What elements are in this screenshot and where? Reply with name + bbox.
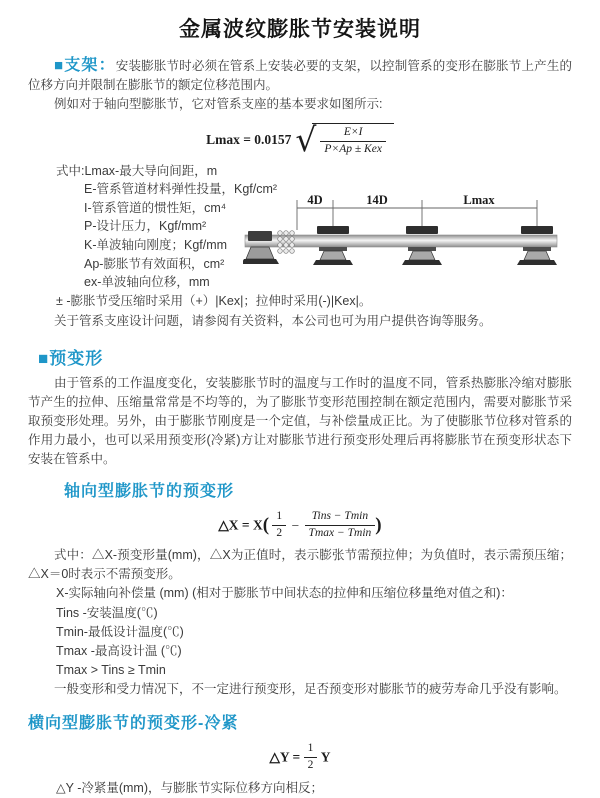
sqrt-radical bbox=[295, 120, 394, 160]
dimension-lines bbox=[297, 200, 537, 230]
sqrt-sign-icon: √ bbox=[295, 120, 317, 160]
predeform-section-heading bbox=[38, 344, 600, 369]
lateral-formula-rhs: Y bbox=[320, 749, 331, 765]
temperature-definition: Tins -安装温度(℃) bbox=[56, 605, 158, 620]
fraction-denominator: 2 bbox=[276, 527, 283, 540]
sqrt-body bbox=[312, 123, 394, 157]
dim-label-14d: 14D bbox=[366, 193, 388, 207]
variable-definition: 式中:Lmax-最大导向间距，m bbox=[56, 163, 218, 178]
fraction-denominator: Tmax − Tmin bbox=[308, 527, 372, 540]
support-intro-paragraph bbox=[28, 56, 572, 95]
lmax-formula-lhs: Lmax = 0.0157 bbox=[206, 131, 292, 147]
axial-formula-lhs: △X = X bbox=[218, 517, 263, 533]
fraction-denominator: P×Ap ± Kex bbox=[324, 142, 382, 155]
half-fraction bbox=[272, 510, 286, 541]
lmax-fraction bbox=[320, 126, 386, 157]
open-paren: ( bbox=[262, 514, 270, 536]
temperature-inequality: Tmax > Tins ≥ Tmin bbox=[56, 662, 166, 677]
support-note-paragraph: 关于管系支座设计问题，请参阅有关资料，本公司也可为用户提供咨询等服务。 bbox=[54, 314, 492, 329]
lateral-subsection-heading: 横向型膨胀节的预变形-冷紧 bbox=[28, 714, 239, 732]
fraction-numerator: E×I bbox=[320, 126, 386, 142]
pipe-diagram-svg bbox=[243, 193, 565, 281]
predeform-heading-label: 预变形 bbox=[49, 349, 104, 369]
fraction-numerator: Tins − Tmin bbox=[305, 510, 376, 526]
temperature-definitions-list bbox=[56, 604, 600, 680]
temperature-definition: Tmax -最高设计温 (℃) bbox=[56, 643, 182, 658]
variable-definition: E-管系管道材料弹性投量，Kgf/cm² bbox=[84, 182, 278, 197]
pipe-support-diagram bbox=[243, 193, 565, 281]
lateral-explain-line: △Y -冷紧量(mm)，与膨胀节实际位移方向相反； bbox=[56, 780, 324, 795]
axial-formula bbox=[0, 510, 600, 541]
page-title: 金属波纹膨胀节安装说明 bbox=[179, 18, 421, 41]
dim-label-4d: 4D bbox=[307, 193, 323, 207]
fraction-numerator: 1 bbox=[272, 510, 286, 526]
lmax-formula bbox=[0, 120, 600, 160]
variable-definition: Ap-膨胀节有效面积，cm² bbox=[84, 256, 225, 271]
lateral-formula-lhs: △Y = bbox=[269, 749, 301, 765]
support-example-paragraph: 例如对于轴向型膨胀节，它对管系支座的基本要求如图所示: bbox=[54, 97, 383, 111]
variable-definition: P-设计压力，Kgf/mm² bbox=[84, 219, 207, 234]
support-intro-text: 安装膨胀节时必须在管系上安装必要的支架，以控制管系的变形在膨胀节上产生的位移方向并限制在膨胀节的额定位移范围内。 bbox=[28, 59, 572, 92]
variable-definition: ± -膨胀节受压缩时采用（+）|Kex|；拉伸时采用(-)|Kex|。 bbox=[56, 293, 372, 308]
support-section-heading bbox=[54, 57, 116, 74]
fraction-denominator: 2 bbox=[307, 758, 314, 771]
axial-subsection-heading: 轴向型膨胀节的预变形 bbox=[64, 483, 235, 501]
variable-definition: K-单波轴向刚度；Kgf/mm bbox=[84, 237, 228, 252]
axial-note-paragraph: 一般变形和受力情况下，不一定进行预变形，足否预变形对膨胀节的疲劳寿命几乎没有影响。 bbox=[54, 681, 567, 696]
predeform-body-paragraph: 由于管系的工作温度变化，安装膨胀节时的温度与工作时的温度不同，管系热膨胀冷缩对膨胀节产生的拉伸、压缩量常常是不均等的，为了膨胀节变形范围控制在额定范围内，需要对膨胀节采取预变形处理。另外，由于膨胀节刚度是一个定值，与补偿量成正比。为了使膨胀节位移对管系的作用力最小，也可以采用预变形(冷紧)方让对膨胀节进行预变形处理后再将膨胀节在预变形状态下安装在管系中。 bbox=[28, 376, 572, 467]
axial-explain-paragraph: 式中：△X-预变形量(mm)，△X为正值时，表示膨张节需预拉伸；为负值时，表示需预压缩；△X＝0时表示不需预变形。 bbox=[28, 547, 572, 581]
temperature-definition: Tmin-最低设计温度(℃) bbox=[56, 624, 184, 639]
temperature-fraction bbox=[305, 510, 376, 541]
section-square-icon: ■ bbox=[54, 57, 65, 74]
x-definition-line: X-实际轴向补偿量 (mm) (相对于膨胀节中间状态的拉伸和压缩位移量绝对值之和)： bbox=[56, 585, 513, 600]
minus-operator: − bbox=[291, 517, 300, 533]
support-heading-label: 支架： bbox=[64, 57, 116, 74]
fraction-numerator: 1 bbox=[304, 742, 318, 758]
variable-definition: ex-单波轴向位移，mm bbox=[84, 275, 210, 290]
lateral-formula bbox=[0, 742, 600, 773]
dim-label-lmax: Lmax bbox=[463, 193, 495, 207]
section-square-icon: ■ bbox=[38, 349, 50, 369]
variable-definition: I-管系管道的惯性矩，cm⁴ bbox=[84, 200, 227, 215]
half-fraction bbox=[304, 742, 318, 773]
close-paren: ) bbox=[375, 514, 382, 536]
